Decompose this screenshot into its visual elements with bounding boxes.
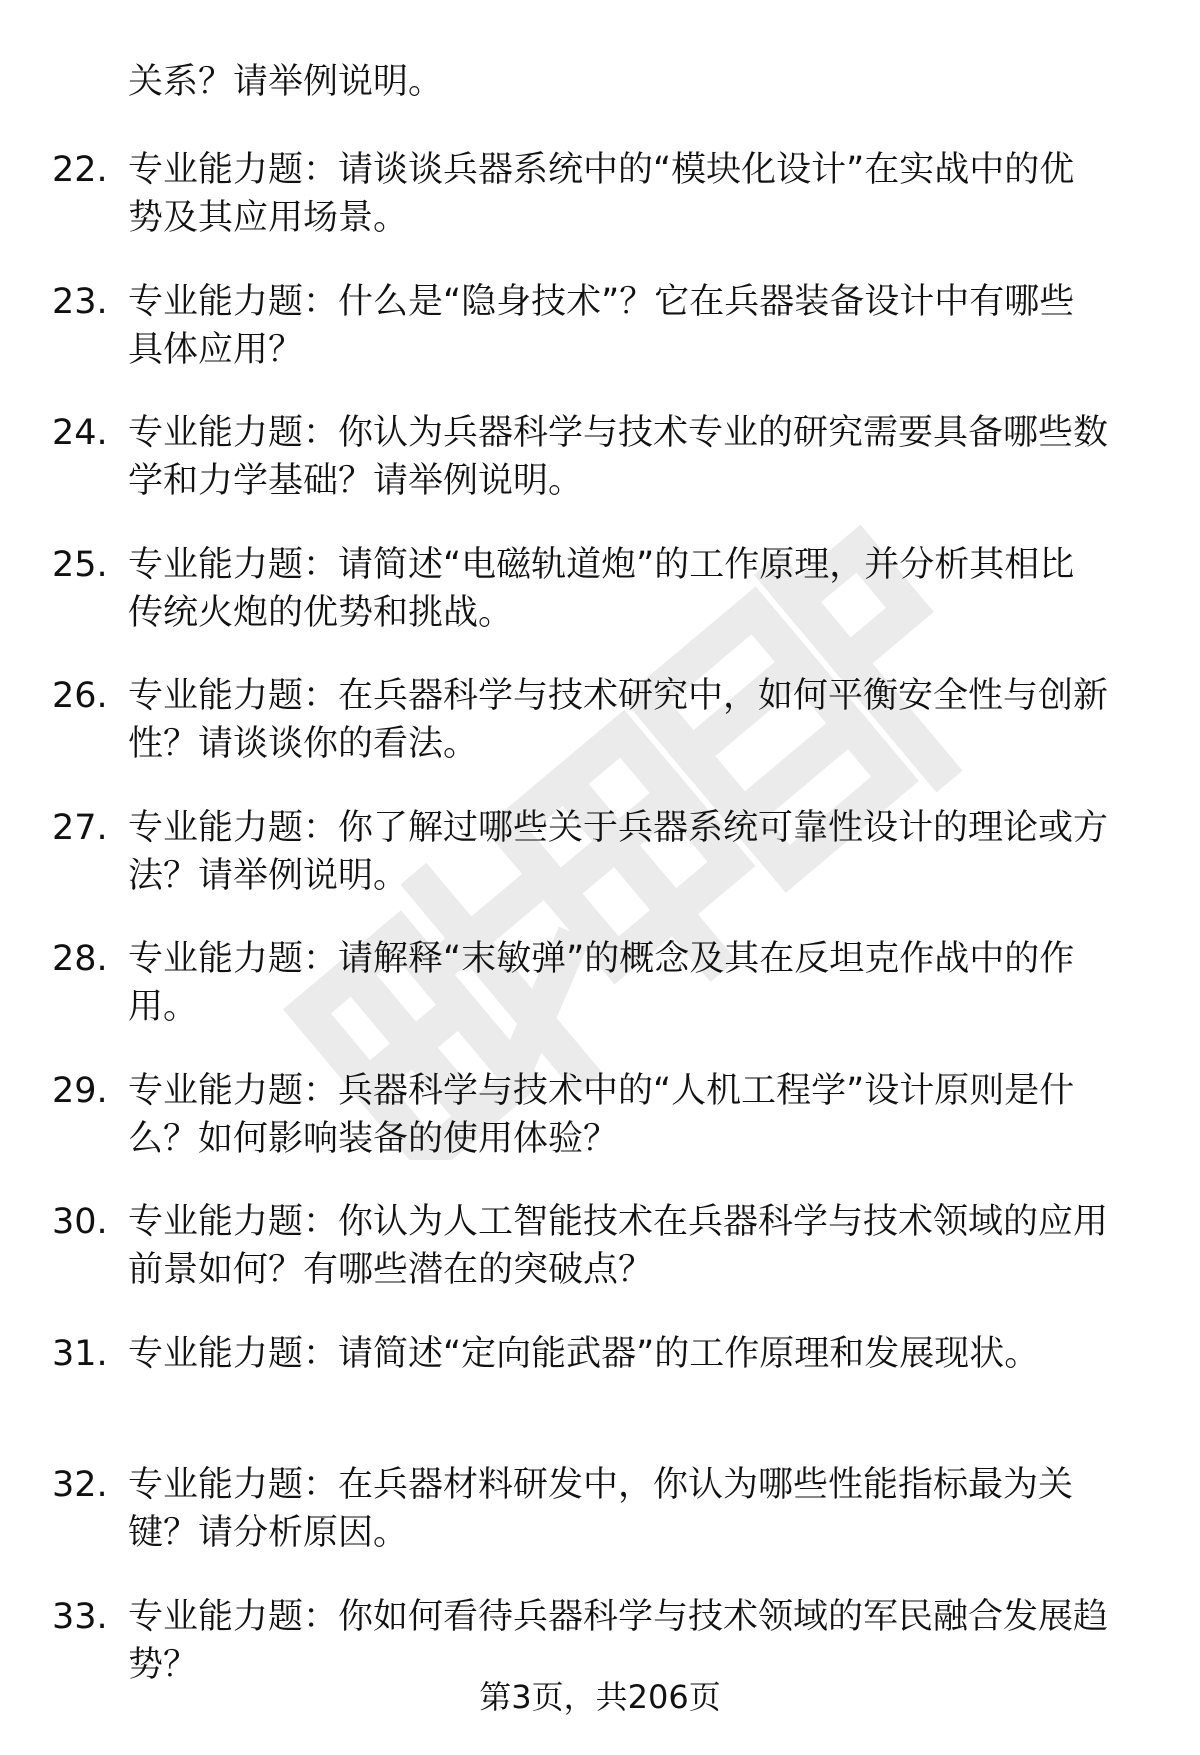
question-text-line: 具体应用？ bbox=[128, 329, 304, 370]
question-number: 27. bbox=[52, 807, 108, 848]
question-text bbox=[128, 1461, 1148, 1557]
question-text-line: 专业能力题：请谈谈兵器系统中的“模块化设计”在实战中的优 bbox=[128, 150, 1075, 190]
question-number: 22. bbox=[52, 150, 108, 190]
question-text-line: 专业能力题：请简述“定向能武器”的工作原理和发展现状。 bbox=[128, 1333, 1040, 1374]
question-text-line: 法？请举例说明。 bbox=[128, 855, 409, 896]
question-text-line: 专业能力题：请解释“末敏弹”的概念及其在反坦克作战中的作 bbox=[128, 939, 1075, 979]
question-text-line: 专业能力题：你认为兵器科学与技术专业的研究需要具备哪些数 bbox=[128, 413, 1109, 453]
question-text-line: 专业能力题：你如何看待兵器科学与技术领域的军民融合发展趋 bbox=[128, 1596, 1109, 1637]
question-item bbox=[0, 541, 1200, 673]
question-number: 31. bbox=[52, 1333, 108, 1374]
question-text-line: 前景如何？有哪些潜在的突破点？ bbox=[128, 1250, 654, 1290]
question-text bbox=[128, 804, 1148, 900]
question-number: 23. bbox=[52, 281, 108, 322]
question-text bbox=[128, 1330, 1148, 1378]
page-footer: 第3页，共206页 bbox=[479, 1678, 721, 1716]
question-number: 30. bbox=[52, 1202, 108, 1242]
question-number: 33. bbox=[52, 1596, 108, 1637]
question-text bbox=[128, 541, 1148, 637]
question-text-line: 性？请谈谈你的看法。 bbox=[128, 724, 479, 764]
question-number: 25. bbox=[52, 544, 108, 585]
question-text bbox=[128, 278, 1148, 374]
question-item bbox=[0, 1067, 1200, 1199]
question-item bbox=[0, 278, 1200, 410]
question-text-line: 传统火炮的优势和挑战。 bbox=[128, 592, 514, 633]
question-item bbox=[0, 672, 1200, 804]
question-text bbox=[128, 672, 1148, 768]
question-item bbox=[0, 935, 1200, 1067]
question-list bbox=[0, 146, 1200, 1724]
question-text-line: 用。 bbox=[128, 987, 199, 1027]
question-text-line: 专业能力题：你了解过哪些关于兵器系统可靠性设计的理论或方 bbox=[128, 807, 1109, 848]
question-item bbox=[0, 804, 1200, 936]
question-item bbox=[0, 1330, 1200, 1462]
question-text-line: 么？如何影响装备的使用体验？ bbox=[128, 1118, 619, 1159]
question-text bbox=[128, 1198, 1148, 1294]
continuation-line: 关系？请举例说明。 bbox=[128, 62, 444, 102]
question-text-line: 专业能力题：在兵器材料研发中，你认为哪些性能指标最为关 bbox=[128, 1465, 1074, 1505]
question-text-line: 专业能力题：在兵器科学与技术研究中，如何平衡安全性与创新 bbox=[128, 676, 1109, 716]
question-item bbox=[0, 409, 1200, 541]
question-text-line: 学和力学基础？请举例说明。 bbox=[128, 461, 584, 501]
question-text-line: 专业能力题：什么是“隐身技术”？它在兵器装备设计中有哪些 bbox=[128, 281, 1075, 322]
question-text bbox=[128, 146, 1148, 242]
question-number: 29. bbox=[52, 1070, 108, 1111]
question-item bbox=[0, 1461, 1200, 1593]
question-text-line: 专业能力题：请简述“电磁轨道炮”的工作原理，并分析其相比 bbox=[128, 544, 1075, 585]
question-text-line: 势？ bbox=[128, 1644, 199, 1685]
question-text-line: 专业能力题：兵器科学与技术中的“人机工程学”设计原则是什 bbox=[128, 1070, 1075, 1111]
question-text-line: 键？请分析原因。 bbox=[128, 1513, 409, 1553]
question-number: 28. bbox=[52, 939, 108, 979]
question-text bbox=[128, 935, 1148, 1031]
question-number: 26. bbox=[52, 676, 108, 716]
question-text bbox=[128, 409, 1148, 505]
question-text-line: 势及其应用场景。 bbox=[128, 198, 409, 238]
question-number: 24. bbox=[52, 413, 108, 453]
question-text-line: 专业能力题：你认为人工智能技术在兵器科学与技术领域的应用 bbox=[128, 1202, 1109, 1242]
question-item bbox=[0, 1198, 1200, 1330]
question-item bbox=[0, 146, 1200, 278]
question-text bbox=[128, 1067, 1148, 1163]
question-number: 32. bbox=[52, 1465, 108, 1505]
